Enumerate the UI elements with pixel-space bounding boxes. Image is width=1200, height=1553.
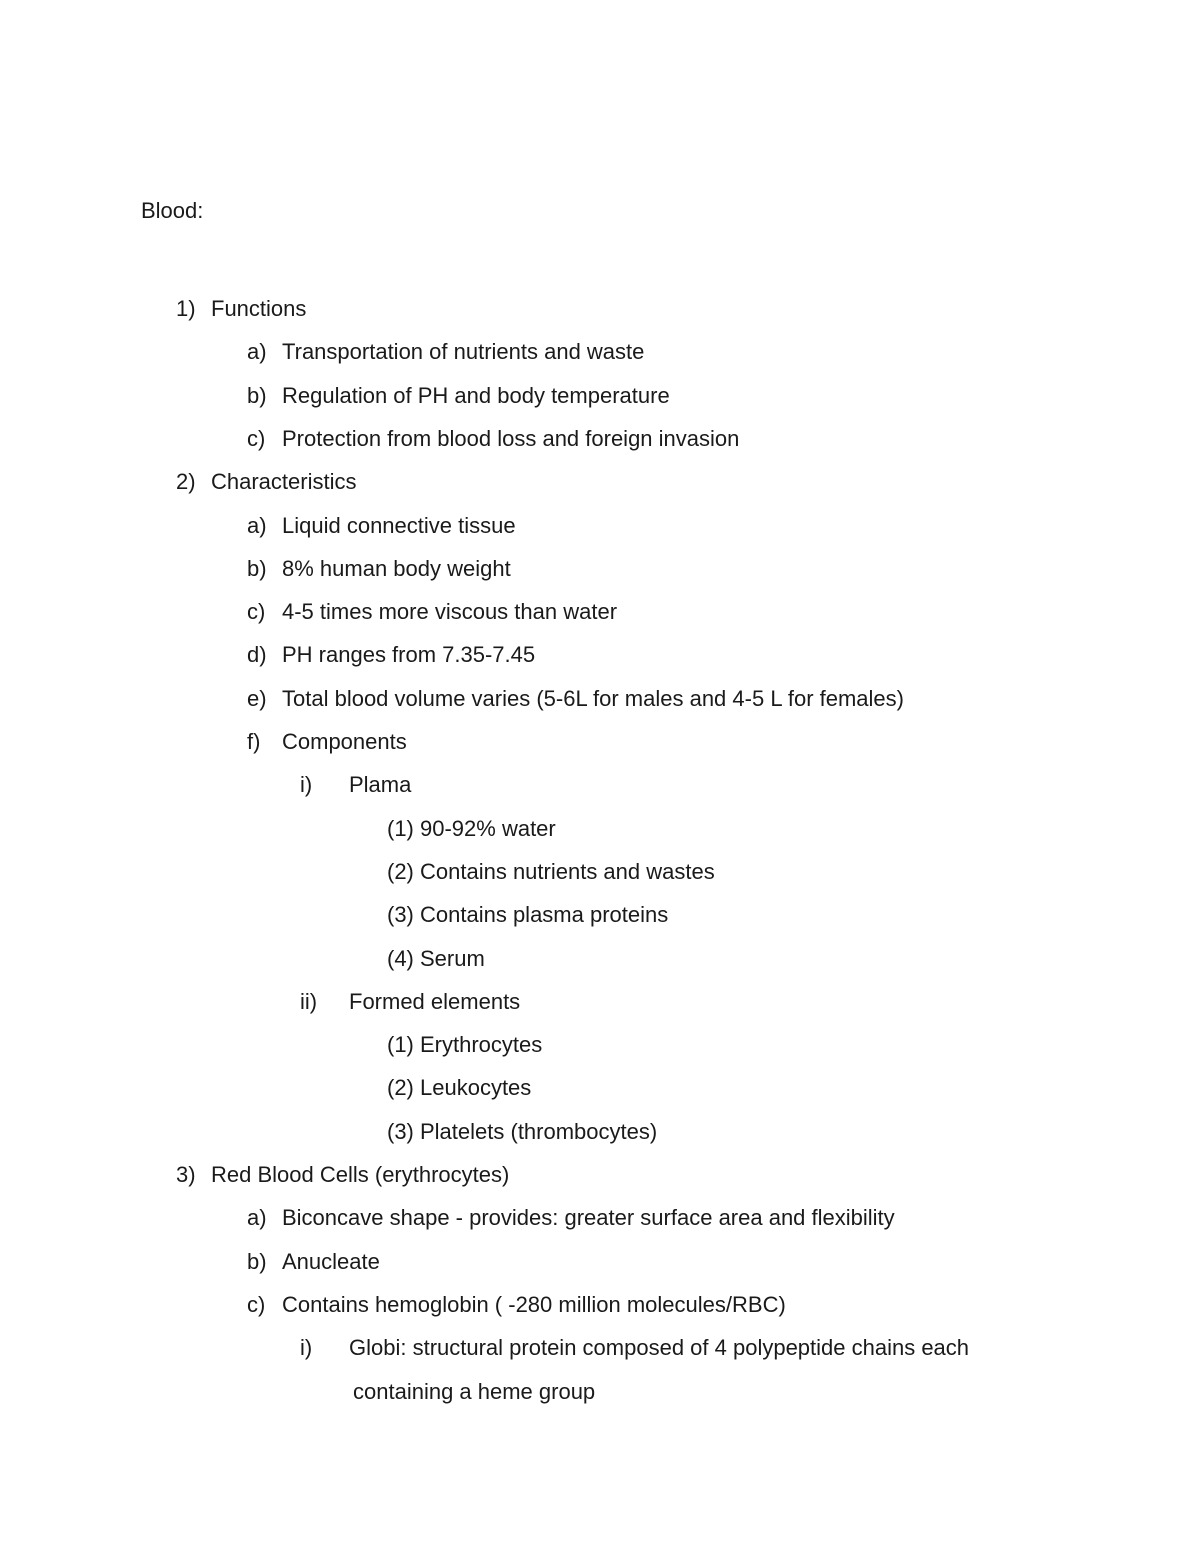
list-item-text: (2) Leukocytes — [387, 1075, 532, 1100]
list-item-text: Plama — [349, 772, 412, 797]
list-item-text: 4-5 times more viscous than water — [282, 599, 618, 624]
list-item-text: (1) 90-92% water — [387, 816, 556, 841]
list-marker: e) — [247, 686, 267, 711]
list-item-text: Anucleate — [282, 1249, 380, 1274]
list-item-text: 8% human body weight — [282, 556, 511, 581]
list-item-text: Total blood volume varies (5-6L for males and 4-5 L for females) — [282, 686, 904, 711]
list-item-text: Globi: structural protein composed of 4 polypeptide chains each — [349, 1335, 970, 1360]
list-item-text: (4) Serum — [387, 946, 485, 971]
list-item-text: (2) Contains nutrients and wastes — [387, 859, 715, 884]
list-item-text: Red Blood Cells (erythrocytes) — [211, 1162, 510, 1187]
list-marker: i) — [300, 1335, 313, 1360]
list-item-text: Components — [282, 729, 407, 754]
list-item-text: Biconcave shape - provides: greater surface area and flexibility — [282, 1205, 895, 1230]
list-marker: i) — [300, 772, 313, 797]
list-item-text: PH ranges from 7.35-7.45 — [282, 642, 536, 667]
list-marker: ii) — [300, 989, 318, 1014]
list-marker: a) — [247, 339, 267, 364]
list-item-text: Characteristics — [211, 469, 357, 494]
list-marker: b) — [247, 556, 267, 581]
list-marker: d) — [247, 642, 267, 667]
list-item-text: (3) Platelets (thrombocytes) — [387, 1119, 658, 1144]
list-marker: a) — [247, 1205, 267, 1230]
list-marker: 3) — [176, 1162, 196, 1187]
list-marker: c) — [247, 599, 266, 624]
list-marker: b) — [247, 1249, 267, 1274]
list-item-text: Contains hemoglobin ( -280 million molecules/RBC) — [282, 1292, 786, 1317]
list-item-text: Transportation of nutrients and waste — [282, 339, 645, 364]
list-marker: c) — [247, 426, 266, 451]
list-item-text: (1) Erythrocytes — [387, 1032, 543, 1057]
list-marker: 1) — [176, 296, 196, 321]
list-item-text: Regulation of PH and body temperature — [282, 383, 670, 408]
list-item-text: Functions — [211, 296, 307, 321]
list-marker: f) — [247, 729, 261, 754]
list-item-text: containing a heme group — [353, 1379, 596, 1404]
list-marker: a) — [247, 513, 267, 538]
list-item-text: Formed elements — [349, 989, 521, 1014]
document-title: Blood: — [141, 198, 204, 223]
list-marker: c) — [247, 1292, 266, 1317]
list-item-text: Liquid connective tissue — [282, 513, 516, 538]
list-marker: 2) — [176, 469, 196, 494]
list-marker: b) — [247, 383, 267, 408]
list-item-text: (3) Contains plasma proteins — [387, 902, 669, 927]
list-item-text: Protection from blood loss and foreign invasion — [282, 426, 740, 451]
